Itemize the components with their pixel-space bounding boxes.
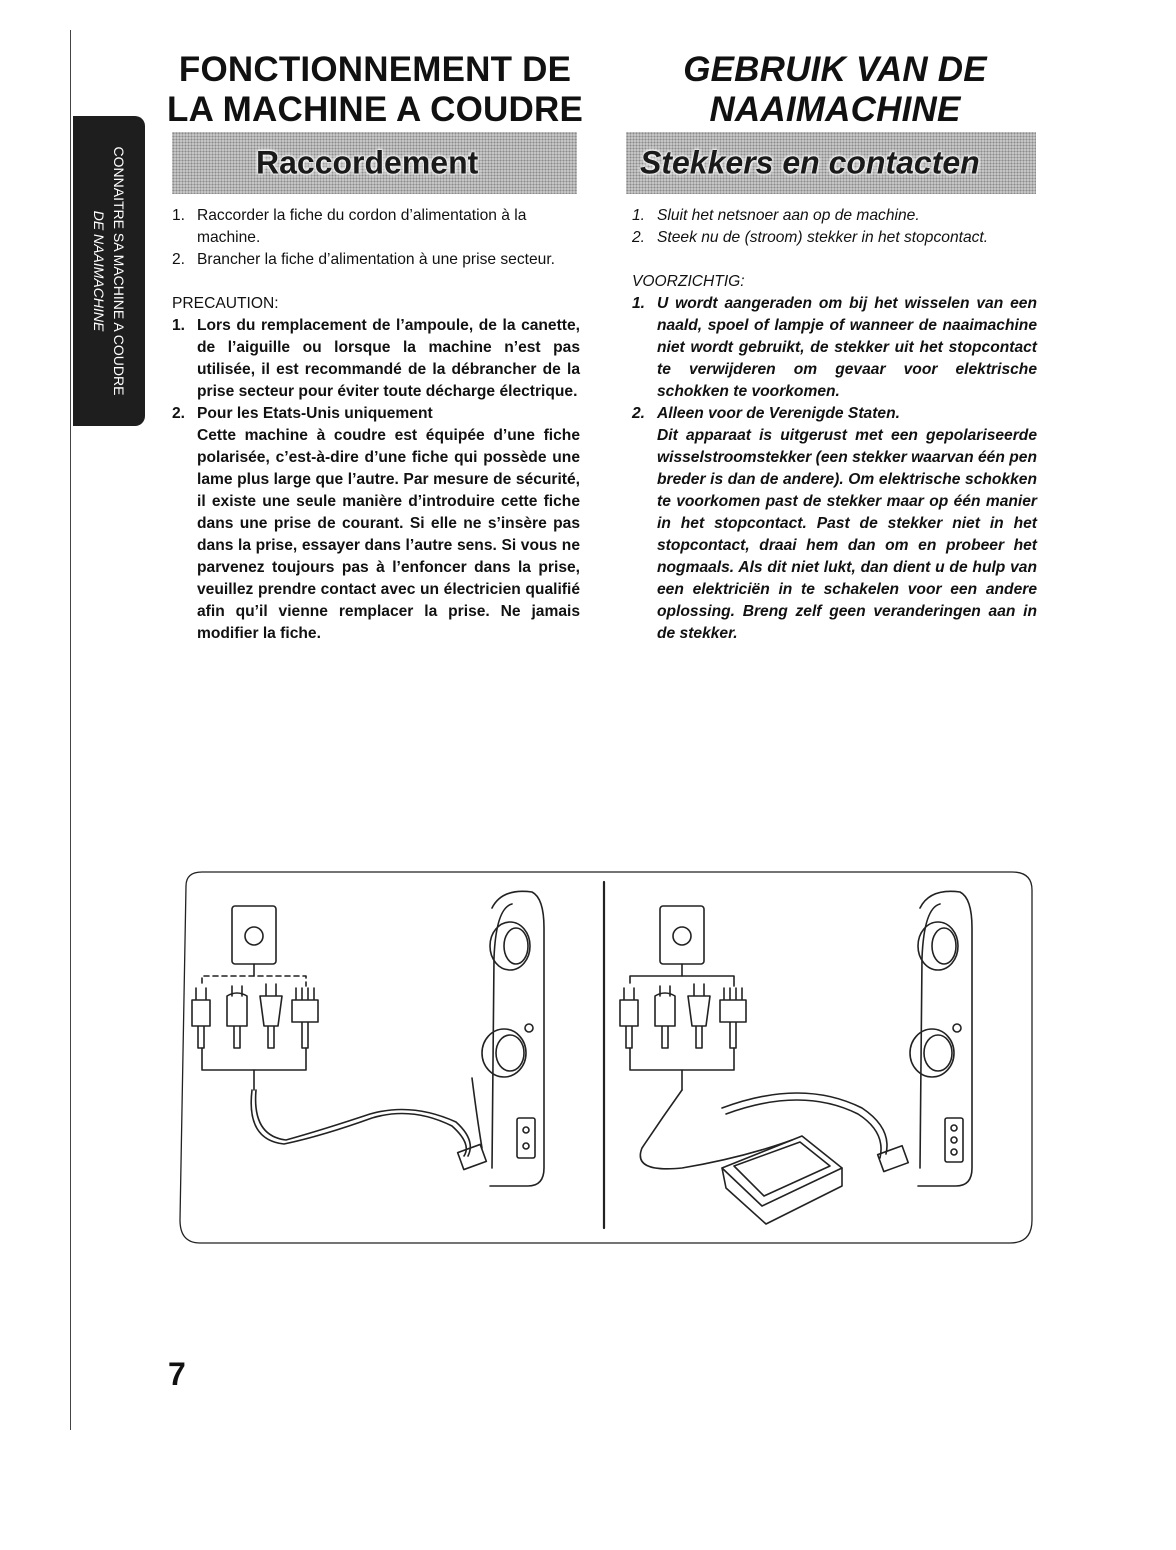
chapter-side-tab [73, 116, 145, 426]
chapter-tab-french: CONNAITRE SA MACHINE A COUDRE [111, 146, 127, 396]
dutch-section-banner [626, 132, 1036, 194]
french-cautions [172, 315, 580, 645]
dutch-column [632, 205, 1037, 645]
dutch-title-line1: GEBRUIK VAN DE [683, 50, 987, 89]
french-caution-subheading: Pour les Etats-Unis uniquement [197, 405, 433, 422]
dutch-caution-heading: VOORZICHTIG: [632, 273, 745, 290]
french-section-banner [172, 132, 577, 194]
sewing-machine-right-icon [910, 891, 972, 1186]
page-number: 7 [168, 1356, 186, 1392]
left-panel-drawing [192, 891, 544, 1186]
dutch-banner-text: Stekkers en contacten [640, 144, 980, 181]
power-socket-icon [517, 1118, 535, 1158]
french-column [172, 205, 580, 645]
power-cord-icon [251, 1090, 466, 1156]
machine-plug-icon-2 [878, 1146, 909, 1172]
list-item: 2. Brancher la fiche d’alimentation à une prise secteur. [172, 251, 555, 268]
illustration-frame [180, 872, 1032, 1243]
french-caution-heading: PRECAUTION: [172, 295, 279, 312]
list-item: 1. Raccorder la fiche du cordon d’alimentation à la machine. [172, 207, 527, 246]
list-item: 2. Pour les Etats-Unis uniquement Cette machine à coudre est équipée d’une fiche polarisée, c’est-à-dire d’une fiche qui possède une lame plus large que l’autre. Par mesure de sécurité, il existe une seule manière d’introduire cette fiche dans une prise de courant. Si elle ne s’insère pas dans la prise, essayer dans l’autre sens. Si vous ne parvenez toujours pas à l’enfoncer dans la prise, veuillez prendre contact avec un électricien qualifié afin qu’il vienne remplacer la prise. Ne jamais modifier la fiche. [172, 405, 580, 642]
list-item: 1. Sluit het netsnoer aan op de machine. [632, 207, 920, 224]
list-item: 2. Alleen voor de Verenigde Staten. Dit apparaat is uitgerust met een gepolariseerde wisselstroomstekker (een stekker waarvan één pen breder is dan de andere). Om elektrische schokken te voorkomen past de stekker maar op één manier in het stopcontact. Past de stekker niet in het stopcontact, draai hem dan om en probeer het nogmaals. Als dit niet lukt, dan dient u de hulp van een elektriciën in te schakelen voor een andere oplossing. Breng zelf geen veranderingen aan in de stekker. [632, 405, 1037, 642]
french-banner-text: Raccordement [256, 144, 479, 181]
dutch-title [615, 50, 1055, 130]
list-item: 2. Steek nu de (stroom) stekker in het stopcontact. [632, 229, 989, 246]
plug-types-icon-2 [620, 984, 746, 1048]
dutch-steps [632, 205, 1037, 249]
connection-illustration [172, 868, 1037, 1248]
dutch-title-line2: NAAIMACHINE [709, 90, 961, 129]
sewing-machine-left-icon [472, 891, 544, 1186]
list-item: 1. Lors du remplacement de l’ampoule, de la canette, de l’aiguille ou lorsque la machine n’est pas utilisée, il est recommandé de la débrancher de la prise secteur pour éviter toute décharge électrique. [172, 317, 580, 400]
french-title-line1: FONCTIONNEMENT DE [178, 50, 572, 89]
right-panel-drawing [620, 891, 972, 1224]
foot-pedal-icon [722, 1136, 842, 1224]
french-title [165, 50, 585, 130]
list-item: 1. U wordt aangeraden om bij het wisselen van een naald, spoel of lampje of wanneer de naaimachine niet wordt gebruikt, de stekker uit het stopcontact te verwijderen om gevaar voor elektrische schokken te voorkomen. [632, 295, 1037, 400]
chapter-tab-text [73, 121, 145, 421]
french-title-line2: LA MACHINE A COUDRE [166, 90, 583, 129]
dutch-caution-subheading: Alleen voor de Verenigde Staten. [657, 405, 900, 422]
page-edge-line [70, 30, 71, 1430]
wall-outlet-icon-2 [660, 906, 704, 964]
french-steps [172, 205, 580, 271]
plug-types-icon [192, 984, 318, 1048]
chapter-tab-dutch: DE NAAIMACHINE [91, 210, 107, 332]
wall-outlet-icon [232, 906, 276, 964]
dutch-cautions [632, 293, 1037, 645]
